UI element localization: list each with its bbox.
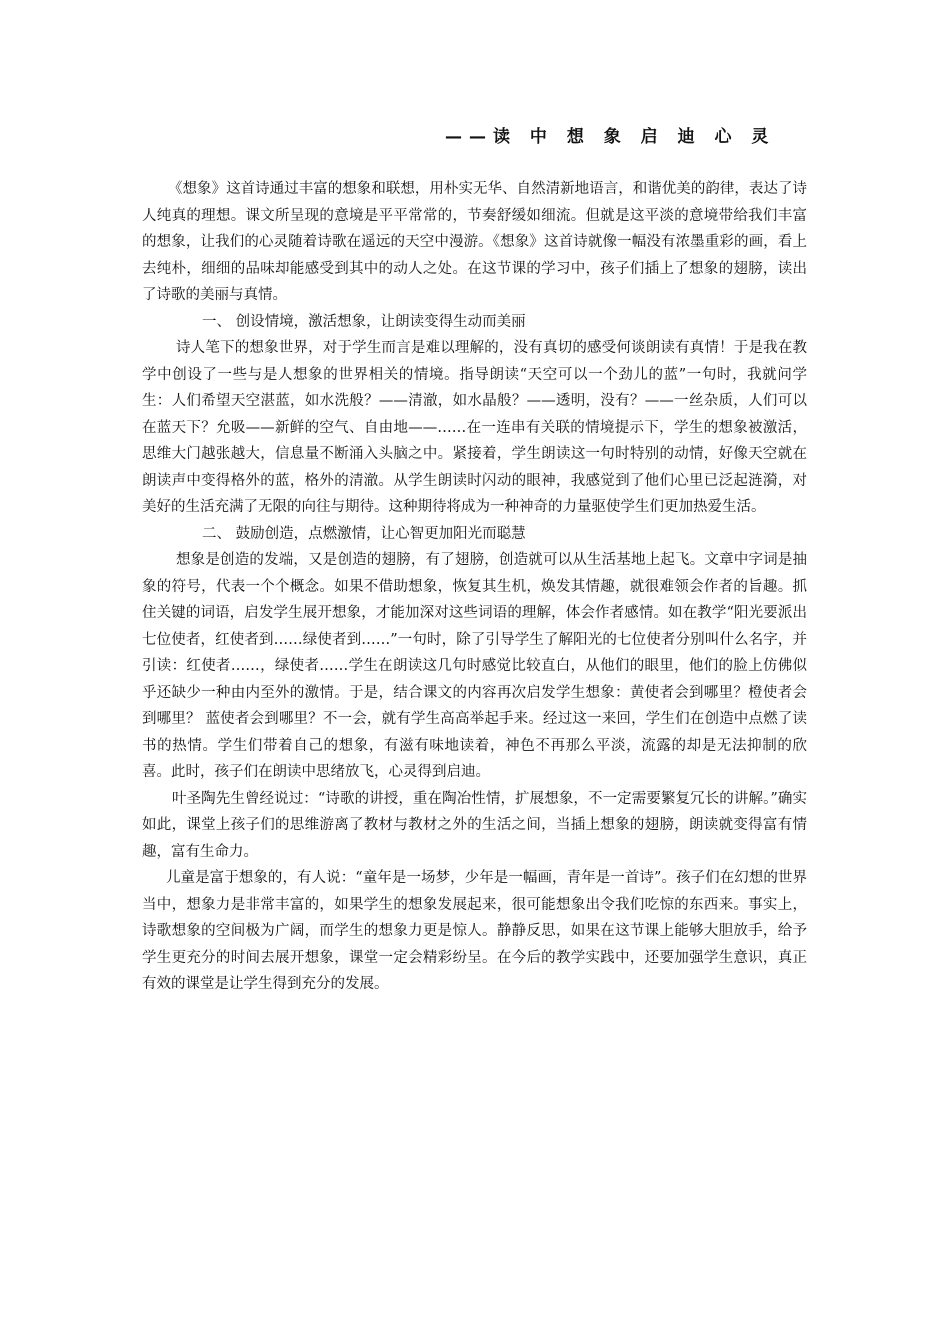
paragraph-section-1: 诗人笔下的想象世界，对于学生而言是难以理解的，没有真切的感受何谈朗读有真情！于是我在教学中创设了一些与是人想象的世界相关的情境。指导朗读“天空可以一个劲儿的蓝”一句时，我就问学生：人们希望天空湛蓝，如水洗般？——清澈，如水晶般？——透明，没有？——一丝杂质，人们可以在蓝天下？允吸——新鲜的空气、自由地——……在一连串有关联的情境提示下，学生的想象被激活，思维大门越张越大，信息量不断涌入头脑之中。紧接着，学生朗读这一句时特别的动情，好像天空就在朗读声中变得格外的蓝，格外的清澈。从学生朗读时闪动的眼神，我感觉到了他们心里已泛起涟漪，对美好的生活充满了无限的向往与期待。这种期待将成为一种神奇的力量驱使学生们更加热爱生活。 — [142, 340, 807, 515]
section-heading-1: 一、 创设情境，激活想象，让朗读变得生动而美丽 — [202, 313, 526, 330]
document-title: ——读 中 想 象 启 迪 心 灵 — [445, 127, 776, 147]
paragraph-section-2: 想象是创造的发端，又是创造的翅膀，有了翅膀，创造就可以从生活基地上起飞。文章中字词是抽象的符号，代表一个个概念。如果不借助想象，恢复其生机，焕发其情趣，就很难领会作者的旨趣。抓住关键的词语，启发学生展开想象，才能加深对这些词语的理解，体会作者感情。如在教学“阳光要派出七位使者，红使者到……绿使者到……”一句时，除了引导学生了解阳光的七位使者分别叫什么名字，并引读：红使者……，绿使者……学生在朗读这几句时感觉比较直白，从他们的眼里，他们的脸上仿佛似乎还缺少一种由内至外的激情。于是，结合课文的内容再次启发学生想象：黄使者会到哪里？橙使者会到哪里？ 蓝使者会到哪里？不一会，就有学生高高举起手来。经过这一来回，学生们在创造中点燃了读书的热情。学生们带着自己的想象，有滋有味地读着，神色不再那么平淡，流露的却是无法抑制的欣喜。此时，孩子们在朗读中思绪放飞，心灵得到启迪。 — [142, 552, 807, 780]
section-heading-2: 二、 鼓励创造，点燃激情，让心智更加阳光而聪慧 — [202, 525, 526, 542]
paragraph-quote: 叶圣陶先生曾经说过：“诗歌的讲授，重在陶冶性情，扩展想象，不一定需要繁复冗长的讲解。”确实如此，课堂上孩子们的思维游离了教材与教材之外的生活之间，当插上想象的翅膀，朗读就变得富有情趣，富有生命力。 — [142, 790, 807, 860]
paragraph-conclusion: 儿童是富于想象的，有人说：“童年是一场梦，少年是一幅画，青年是一首诗”。孩子们在幻想的世界当中，想象力是非常丰富的，如果学生的想象发展起来，很可能想象出令我们吃惊的东西来。事实上，诗歌想象的空间极为广阔，而学生的想象力更是惊人。静静反思，如果在这节课上能够大胆放手，给予学生更充分的时间去展开想象，课堂一定会精彩纷呈。在今后的教学实践中，还要加强学生意识，真正有效的课堂是让学生得到充分的发展。 — [142, 870, 807, 992]
paragraph-intro: 《想象》这首诗通过丰富的想象和联想，用朴实无华、自然清新地语言，和谐优美的韵律，表达了诗人纯真的理想。课文所呈现的意境是平平常常的，节奏舒缓如细流。但就是这平淡的意境带给我们丰富的想象，让我们的心灵随着诗歌在遥远的天空中漫游。《想象》这首诗就像一幅没有浓墨重彩的画，看上去纯朴，细细的品味却能感受到其中的动人之处。在这节课的学习中，孩子们插上了想象的翅膀，读出了诗歌的美丽与真情。 — [142, 181, 807, 303]
document-body — [142, 176, 807, 998]
